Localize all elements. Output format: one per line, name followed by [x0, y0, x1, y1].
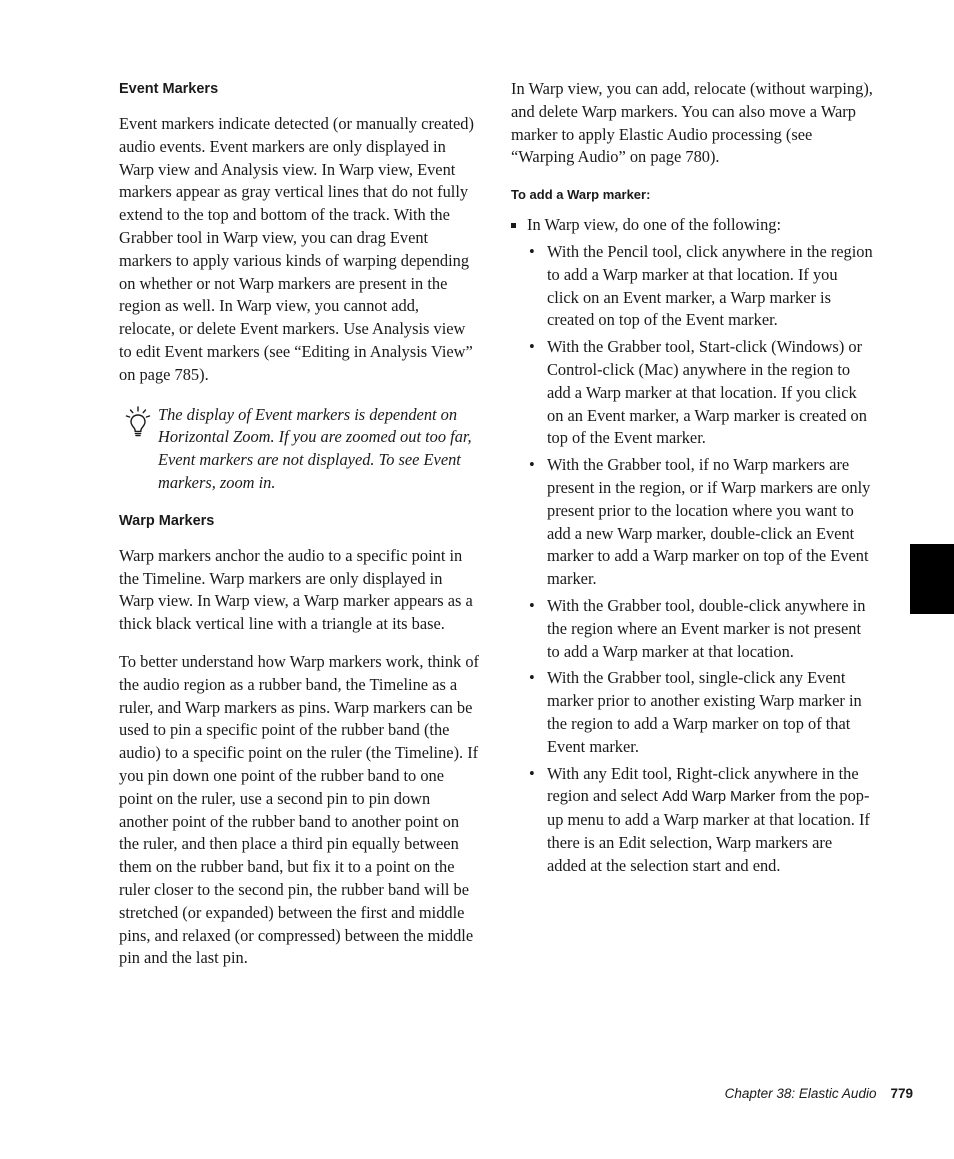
warp-view-intro-paragraph: In Warp view, you can add, relocate (without warping), and delete Warp markers. You can also move a Warp marker to apply Elastic Audio processing (see “Warping Audio” on page 780). [511, 79, 873, 167]
bullet-glyph: • [529, 455, 535, 475]
chapter-thumb-tab [910, 544, 954, 614]
tip-note [119, 404, 479, 495]
left-column [119, 78, 479, 970]
procedure-heading: To add a Warp marker: [511, 187, 651, 203]
footer-chapter-title: Chapter 38: Elastic Audio [724, 1086, 877, 1101]
list-item [511, 241, 873, 332]
option-text-after: from the pop-up menu to add a Warp marker at that location. If there is an Edit selection, Warp markers are added at the selection start and end. [547, 786, 870, 875]
step-text: In Warp view, do one of the following: [527, 215, 782, 235]
warp-markers-paragraph-2: To better understand how Warp markers work, think of the audio region as a rubber band, the Timeline as a ruler, and Warp markers as pins. Warp markers can be used to pin a specific point of the rubber band (the audio) to a specific point on the ruler (the Timeline). If you pin down one point of the rubber band to one point on the ruler, use a second pin to pin down another point of the rubber band to another point on the ruler, and then place a third pin equally between them on the rubber band, but fix it to a point on the ruler closer to the second pin, the rubber band will be stretched (or expanded) between the first and middle pins, and relaxed (or compressed) between the middle pin and the last pin. [119, 651, 480, 968]
tip-text: The display of Event markers is dependent on Horizontal Zoom. If you are zoomed out too far, Event markers are not displayed. To see Event markers, zoom in. [158, 404, 472, 492]
list-item [511, 595, 873, 663]
list-item [511, 667, 873, 758]
option-text: With the Grabber tool, single-click any Event marker prior to another existing Warp marker in the region to add a Warp marker on top of that Event marker. [547, 668, 862, 756]
page-number: 779 [890, 1086, 913, 1101]
procedure-step [511, 214, 873, 877]
option-text: With the Grabber tool, Start-click (Windows) or Control-click (Mac) anywhere in the region to add a Warp marker at that location. If you click on an Event marker, a Warp marker is created on top of the Event marker. [547, 337, 867, 448]
lightbulb-icon [125, 404, 151, 438]
option-text: With the Pencil tool, click anywhere in the region to add a Warp marker at that location. If you click on an Event marker, a Warp marker is created on top of the Event marker. [547, 241, 873, 330]
section-heading-event-markers: Event Markers [119, 81, 219, 97]
bullet-glyph: • [529, 337, 535, 357]
event-markers-paragraph: Event markers indicate detected (or manually created) audio events. Event markers are only displayed in Warp view and Analysis view. In Warp view, Event markers appear as gray vertical lines that do not fully extend to the top and bottom of the track. With the Grabber tool in Warp view, you can drag Event markers to apply various kinds of warping depending on whether or not Warp markers are present in the region as well. In Warp view, you cannot add, relocate, or delete Event markers. Use Analysis view to edit Event markers (see “Editing in Analysis View” on page 785). [119, 114, 474, 384]
list-item [511, 336, 873, 450]
procedure-steps [511, 214, 873, 877]
option-text-before: With any Edit tool, Right-click anywhere in the region and select [547, 763, 859, 806]
menu-command-name: Add Warp Marker [662, 789, 776, 806]
bullet-glyph: • [529, 668, 535, 688]
bullet-glyph: • [529, 241, 535, 261]
section-heading-warp-markers: Warp Markers [119, 512, 215, 529]
bullet-glyph: • [529, 763, 535, 783]
option-text: With the Grabber tool, double-click anywhere in the region where an Event marker is not present to add a Warp marker at that location. [547, 595, 866, 661]
bullet-glyph: • [529, 595, 535, 615]
list-item [511, 454, 873, 591]
option-text: With the Grabber tool, if no Warp markers are present in the region, or if Warp markers are only present prior to the location where you want to add a new Warp marker, double-click an Event marker to add a Warp marker on top of the Event marker. [547, 455, 871, 589]
page-footer [725, 1086, 913, 1101]
option-list [511, 241, 873, 878]
right-column [511, 78, 873, 878]
option-text [547, 763, 873, 878]
warp-markers-paragraph-1: Warp markers anchor the audio to a specific point in the Timeline. Warp markers are only displayed in Warp view. In Warp view, a Warp marker appears as a thick black vertical line with a triangle at its base. [119, 545, 473, 634]
list-item [511, 763, 873, 878]
